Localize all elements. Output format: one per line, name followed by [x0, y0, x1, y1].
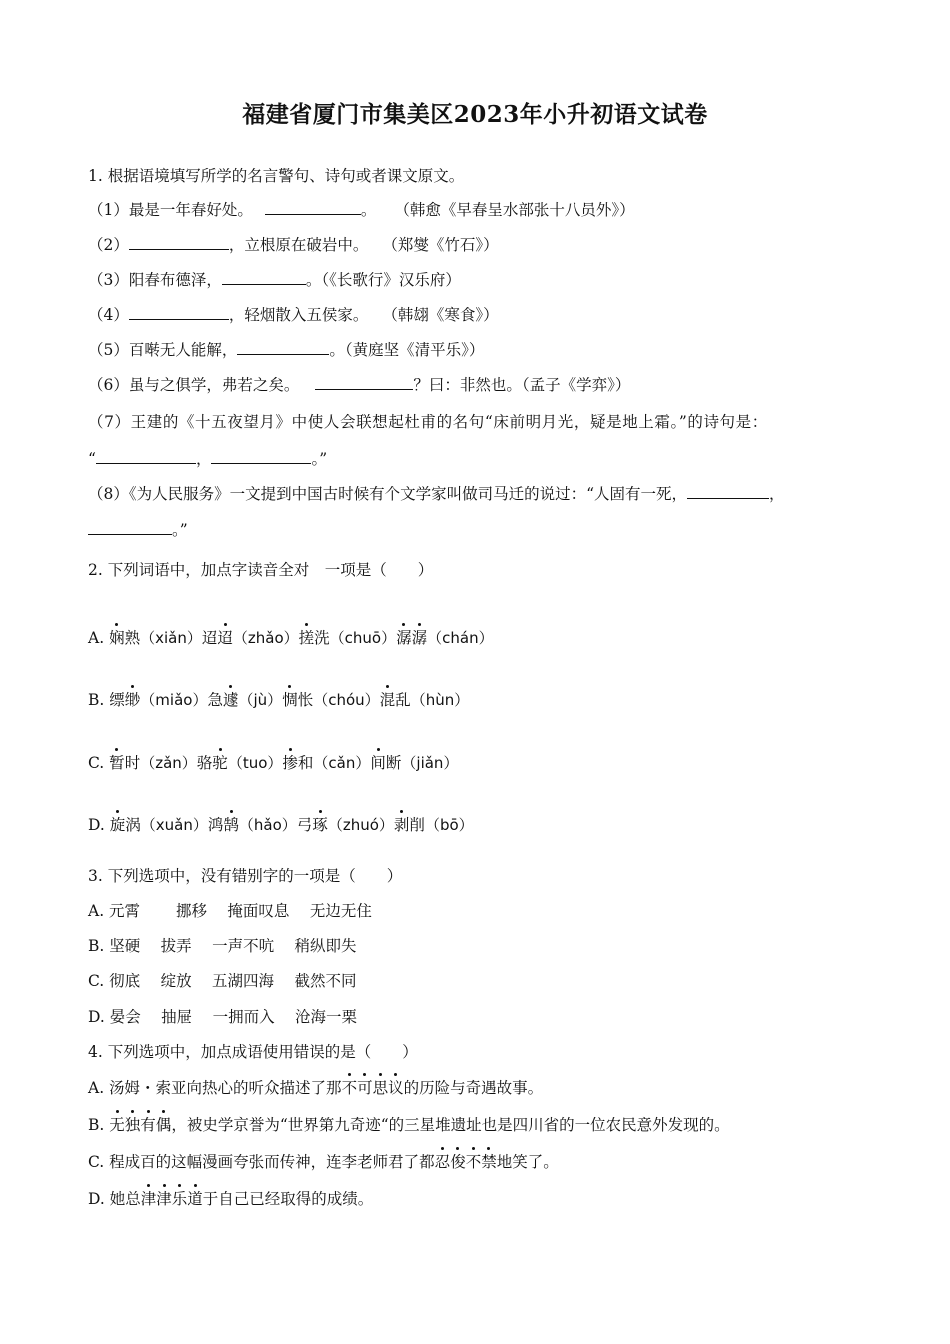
dotted-char: 遽 — [222, 691, 239, 709]
dotted-char: 间 — [370, 754, 386, 772]
answer-blank[interactable] — [211, 449, 311, 464]
option-text: B. — [88, 1116, 110, 1134]
emphasis-char: 偶 — [155, 1116, 172, 1134]
pinyin-text: （zhǎo） — [232, 629, 299, 647]
q3-option-c[interactable]: C. 彻底 绽放 五湖四海 截然不同 — [88, 972, 357, 990]
emphasis-char: 独 — [124, 1116, 141, 1134]
dotted-char: 鹄 — [223, 816, 239, 834]
emphasis-char: 不 — [341, 1079, 358, 1097]
q1-stem: 1. 根据语境填写所学的名言警句、诗句或者课文原文。 — [88, 167, 465, 185]
q1-item-7-answer: “ ， 。” — [88, 450, 328, 468]
answer-blank[interactable] — [88, 520, 172, 535]
dotted-char: 旋 — [109, 816, 126, 834]
q2-option-c[interactable] — [88, 753, 458, 773]
option-text: D. 她总 — [88, 1190, 141, 1208]
answer-blank[interactable] — [687, 484, 769, 499]
q1-item-3: （3）阳春布德泽， 。（《长歌行》汉乐府） — [88, 271, 461, 289]
option-text: 和 — [297, 754, 314, 772]
option-text: 于自己已经取得的成绩。 — [202, 1190, 374, 1208]
option-text — [435, 1153, 497, 1171]
pinyin-text: （jù） — [238, 691, 283, 709]
page-title: 福建省厦门市集美区2023年小升初语文试卷 — [242, 101, 708, 128]
dotted-char: 掺 — [282, 754, 298, 772]
option-text: 怅 — [297, 691, 314, 709]
pinyin-text: （hùn） — [410, 691, 470, 709]
dotted-char: 潺 — [411, 629, 428, 647]
dotted-char: 缈 — [124, 691, 141, 709]
option-text: 乱 — [395, 691, 411, 709]
dotted-char: 混 — [379, 691, 396, 709]
option-text: C. — [88, 754, 105, 772]
option-text: B. — [88, 691, 105, 709]
pinyin-text: （chán） — [427, 629, 494, 647]
option-text: 削 — [409, 816, 425, 834]
option-text: 涡 — [125, 816, 141, 834]
pinyin-text: （cǎn） — [313, 754, 371, 772]
answer-blank[interactable] — [129, 305, 229, 320]
pinyin-text: （miǎo） — [140, 691, 208, 709]
emphasis-char: 有 — [140, 1116, 156, 1134]
pinyin-text: （tuo） — [227, 754, 283, 772]
q2-option-a[interactable] — [88, 628, 494, 648]
q4-option-a[interactable] — [88, 1078, 543, 1098]
option-text: 的历险与奇遇故事。 — [403, 1079, 544, 1097]
emphasis-char: 津 — [156, 1190, 172, 1208]
option-text: D. — [88, 816, 105, 834]
option-text: A. 汤姆・索亚向热心的听众描述了那 — [88, 1079, 342, 1097]
dotted-char: 暂 — [109, 754, 125, 772]
emphasis-char: 津 — [140, 1190, 157, 1208]
option-text — [141, 1190, 203, 1208]
option-text: 急 — [207, 691, 223, 709]
dotted-char: 娴 — [109, 629, 125, 647]
pinyin-text: （chóu） — [313, 691, 380, 709]
option-text: C. 程成百的这幅漫画夸张而传神，连李老师君了都 — [88, 1153, 435, 1171]
pinyin-text: （zǎn） — [140, 754, 197, 772]
option-text: 缥 — [109, 691, 125, 709]
q1-item-8-answer: 。” — [88, 520, 188, 540]
emphasis-char: 可 — [357, 1079, 373, 1097]
option-text: 鸿 — [207, 816, 224, 834]
dotted-char: 剥 — [393, 816, 410, 834]
answer-blank[interactable] — [315, 375, 413, 390]
answer-blank[interactable] — [237, 340, 329, 355]
answer-blank[interactable] — [265, 200, 361, 215]
emphasis-char: 思 — [372, 1079, 389, 1097]
q1-item-1: （1）最是一年春好处。 。 （韩愈《早春呈水部张十八员外》） — [88, 201, 635, 219]
pinyin-text: （xuǎn） — [140, 816, 208, 834]
dotted-char: 搓 — [298, 629, 315, 647]
q4-stem: 4. 下列选项中，加点成语使用错误的是（ ） — [88, 1043, 418, 1061]
option-text — [109, 1116, 171, 1134]
dotted-char: 驼 — [212, 754, 228, 772]
option-text: 断 — [385, 754, 402, 772]
q1-item-8: （8）《为人民服务》一文提到中国古时候有个文学家叫做司马迁的说过：“人固有一死， ， — [88, 485, 785, 503]
emphasis-char: 议 — [388, 1079, 404, 1097]
q1-item-5: （5）百啭无人能解， 。（黄庭坚《清平乐》） — [88, 341, 485, 359]
emphasis-char: 忍 — [434, 1153, 451, 1171]
q1-item-7: （7）王建的《十五夜望月》中使人会联想起杜甫的名句“床前明月光，疑是地上霜。”的诗句是： — [88, 413, 768, 431]
emphasis-char: 道 — [187, 1190, 203, 1208]
dotted-char: 潺 — [396, 629, 412, 647]
pinyin-text: （jiǎn） — [401, 754, 459, 772]
q1-item-6: （6）虽与之俱学，弗若之矣。 ？曰：非然也。（孟子《学弈》） — [88, 376, 631, 394]
emphasis-char: 俊 — [450, 1153, 466, 1171]
option-text: 地笑了。 — [496, 1153, 559, 1171]
pinyin-text: （bō） — [424, 816, 474, 834]
q1-item-2: （2） ，立根原在破岩中。 （郑燮《竹石》） — [88, 236, 499, 254]
answer-blank[interactable] — [222, 270, 306, 285]
pinyin-text: （xiǎn） — [140, 629, 202, 647]
answer-blank[interactable] — [129, 235, 229, 250]
option-text: 时 — [124, 754, 141, 772]
emphasis-char: 乐 — [171, 1190, 188, 1208]
dotted-char: 琢 — [312, 816, 328, 834]
answer-blank[interactable] — [96, 449, 196, 464]
q2-stem: 2. 下列词语中，加点字读音全对 一项是（ ） — [88, 561, 434, 579]
q2-option-b[interactable] — [88, 690, 469, 710]
emphasis-char: 无 — [109, 1116, 125, 1134]
pinyin-text: （chuō） — [329, 629, 397, 647]
option-text: ，被史学京誉为“世界第九奇迹“的三星堆遗址也是四川省的一位农民意外发现的。 — [171, 1116, 730, 1134]
option-text: 骆 — [196, 754, 213, 772]
q1-item-4: （4） ，轻烟散入五侯家。 （韩翃《寒食》） — [88, 306, 499, 324]
q3-option-a[interactable]: A. 元霄 挪移 掩面叹息 无边无住 — [88, 902, 372, 920]
q4-option-b[interactable] — [88, 1115, 730, 1135]
dotted-char: 惆 — [282, 691, 298, 709]
q3-option-b[interactable]: B. 坚硬 拔弄 一声不吭 稍纵即失 — [88, 937, 357, 955]
option-text: 洗 — [314, 629, 330, 647]
option-text — [342, 1079, 404, 1097]
emphasis-char: 不 — [465, 1153, 482, 1171]
pinyin-text: （hǎo） — [238, 816, 297, 834]
q4-option-d[interactable] — [88, 1189, 373, 1209]
q3-option-d[interactable]: D. 晏会 抽屉 一拥而入 沧海一栗 — [88, 1008, 358, 1026]
option-text: 迢 — [201, 629, 218, 647]
q3-stem: 3. 下列选项中，没有错别字的一项是（ ） — [88, 867, 403, 885]
pinyin-text: （zhuó） — [327, 816, 394, 834]
option-text: A. — [88, 629, 105, 647]
option-text: 弓 — [296, 816, 313, 834]
q2-option-d[interactable] — [88, 815, 474, 835]
emphasis-char: 禁 — [481, 1153, 497, 1171]
dotted-char: 迢 — [217, 629, 233, 647]
option-text: 熟 — [124, 629, 141, 647]
q4-option-c[interactable] — [88, 1152, 559, 1172]
